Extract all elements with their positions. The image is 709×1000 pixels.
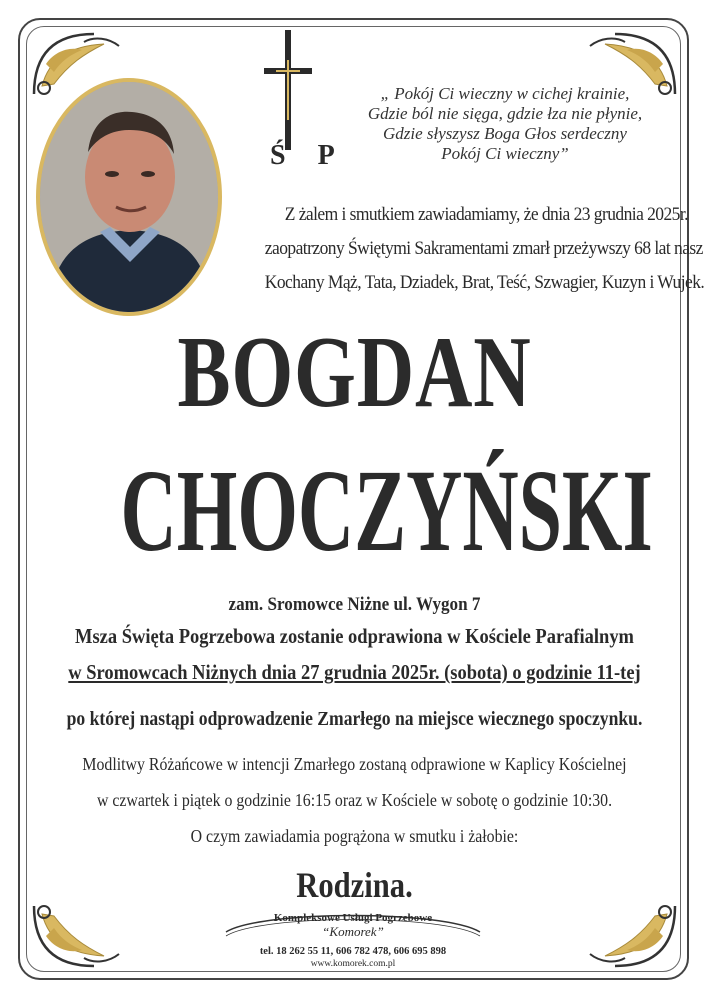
company-name: Kompleksowe Usługi Pogrzebowe — [273, 912, 433, 924]
intro-line: Z żalem i smutkiem zawiadamiamy, że dnia 23 grudnia 2025r. — [284, 204, 688, 225]
deceased-first-name: BOGDAN — [177, 316, 532, 429]
cross-icon — [264, 30, 312, 150]
prayer-line: w czwartek i piątek o godzinie 16:15 oraz w Kościele w sobotę o godzinie 10:30. — [96, 790, 613, 810]
company-brand: “Komorek” — [322, 924, 384, 939]
portrait-silhouette — [40, 82, 218, 312]
sp-abbreviation: ŚP — [270, 140, 367, 171]
notice-line: O czym zawiadamia pogrążona w smutku i żałobie: — [190, 826, 519, 846]
corner-ornament-icon — [24, 896, 134, 976]
signature: Rodzina. — [296, 865, 413, 905]
mass-line-underlined — [43, 660, 667, 685]
mass-date-text: w Sromowcach Niżnych dnia 27 grudnia 2025r. (sobota) o godzinie 11-tej — [68, 660, 641, 684]
company-website: www.komorek.com.pl — [310, 959, 396, 969]
funeral-home-footer — [228, 912, 478, 974]
poem — [345, 84, 665, 164]
mass-line: po której nastąpi odprowadzenie Zmarłego na miejsce wiecznego spoczynku. — [66, 708, 643, 730]
announcement-intro — [264, 198, 705, 300]
corner-ornament-icon — [575, 896, 685, 976]
address: zam. Sromowce Niżne ul. Wygon 7 — [228, 594, 481, 615]
portrait-photo — [36, 78, 222, 316]
poem-line: „ Pokój Ci wieczny w cichej krainie, — [380, 84, 630, 103]
company-phone: tel. 18 262 55 11, 606 782 478, 606 695 898 — [259, 946, 447, 957]
poem-line: Gdzie ból nie sięga, gdzie łza nie płynie, — [367, 104, 643, 123]
deceased-last-name: CHOCZYŃSKI — [120, 445, 653, 576]
prayer-line: Modlitwy Różańcowe w intencji Zmarłego zostaną odprawione w Kaplicy Kościelnej — [82, 754, 627, 774]
intro-line: zaopatrzony Świętymi Sakramentami zmarł przeżywszy 68 lat nasz — [264, 238, 703, 259]
intro-line: Kochany Mąż, Tata, Dziadek, Brat, Teść, Szwagier, Kuzyn i Wujek. — [264, 272, 705, 293]
mass-line: Msza Święta Pogrzebowa zostanie odprawiona w Kościele Parafialnym — [75, 624, 634, 648]
poem-line: Gdzie słyszysz Boga Głos serdeczny — [383, 124, 627, 143]
poem-line: Pokój Ci wieczny” — [441, 144, 569, 163]
